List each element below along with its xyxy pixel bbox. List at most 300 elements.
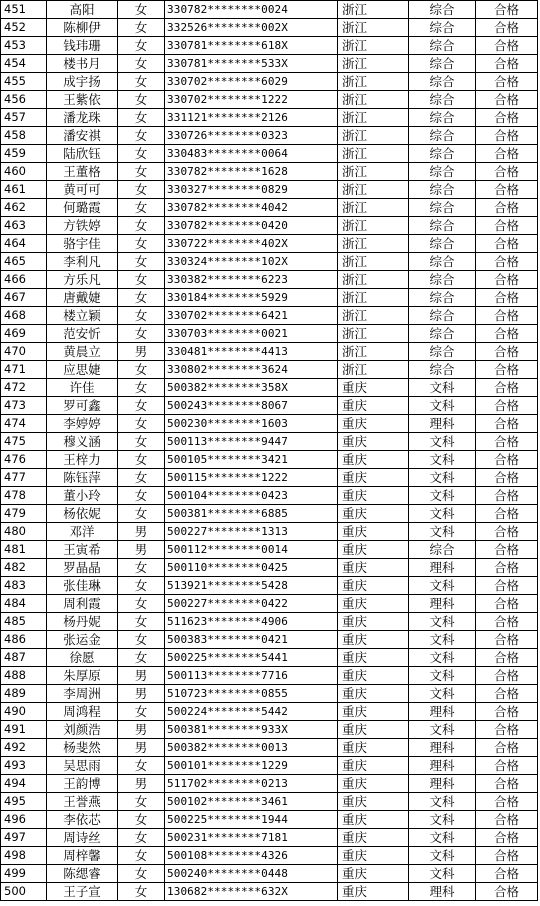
subject-category-cell: 文科 bbox=[409, 433, 476, 451]
table-row bbox=[1, 703, 538, 721]
subject-category-cell: 文科 bbox=[409, 379, 476, 397]
region-cell: 浙江 bbox=[338, 325, 409, 343]
id-number-cell: 330184********5929 bbox=[165, 289, 338, 307]
region-cell: 浙江 bbox=[338, 73, 409, 91]
row-number-cell: 488 bbox=[1, 667, 47, 685]
student-name-cell: 邓洋 bbox=[47, 523, 118, 541]
gender-cell: 男 bbox=[118, 667, 165, 685]
row-number-cell: 497 bbox=[1, 829, 47, 847]
result-cell: 合格 bbox=[476, 451, 538, 469]
result-cell: 合格 bbox=[476, 199, 538, 217]
gender-cell: 男 bbox=[118, 739, 165, 757]
gender-cell: 女 bbox=[118, 415, 165, 433]
gender-cell: 女 bbox=[118, 361, 165, 379]
subject-category-cell: 综合 bbox=[409, 289, 476, 307]
result-cell: 合格 bbox=[476, 217, 538, 235]
id-number-cell: 500108********4326 bbox=[165, 847, 338, 865]
subject-category-cell: 综合 bbox=[409, 343, 476, 361]
gender-cell: 女 bbox=[118, 595, 165, 613]
id-number-cell: 510723********0855 bbox=[165, 685, 338, 703]
subject-category-cell: 综合 bbox=[409, 217, 476, 235]
gender-cell: 男 bbox=[118, 775, 165, 793]
gender-cell: 女 bbox=[118, 487, 165, 505]
id-number-cell: 500102********3461 bbox=[165, 793, 338, 811]
table-row bbox=[1, 145, 538, 163]
gender-cell: 男 bbox=[118, 541, 165, 559]
gender-cell: 女 bbox=[118, 577, 165, 595]
student-name-cell: 李周洲 bbox=[47, 685, 118, 703]
row-number-cell: 460 bbox=[1, 163, 47, 181]
id-number-cell: 500381********6885 bbox=[165, 505, 338, 523]
student-name-cell: 钱玮珊 bbox=[47, 37, 118, 55]
row-number-cell: 476 bbox=[1, 451, 47, 469]
student-name-cell: 张佳琳 bbox=[47, 577, 118, 595]
student-name-cell: 方乐凡 bbox=[47, 271, 118, 289]
table-row bbox=[1, 307, 538, 325]
table-row bbox=[1, 631, 538, 649]
row-number-cell: 465 bbox=[1, 253, 47, 271]
row-number-cell: 469 bbox=[1, 325, 47, 343]
student-name-cell: 陈柳伊 bbox=[47, 19, 118, 37]
region-cell: 浙江 bbox=[338, 19, 409, 37]
gender-cell: 女 bbox=[118, 91, 165, 109]
gender-cell: 女 bbox=[118, 73, 165, 91]
row-number-cell: 494 bbox=[1, 775, 47, 793]
region-cell: 浙江 bbox=[338, 181, 409, 199]
subject-category-cell: 文科 bbox=[409, 865, 476, 883]
gender-cell: 女 bbox=[118, 865, 165, 883]
gender-cell: 女 bbox=[118, 109, 165, 127]
id-number-cell: 330481********4413 bbox=[165, 343, 338, 361]
row-number-cell: 458 bbox=[1, 127, 47, 145]
subject-category-cell: 文科 bbox=[409, 829, 476, 847]
student-name-cell: 范安忻 bbox=[47, 325, 118, 343]
student-name-cell: 陈钰萍 bbox=[47, 469, 118, 487]
region-cell: 浙江 bbox=[338, 91, 409, 109]
result-cell: 合格 bbox=[476, 19, 538, 37]
region-cell: 浙江 bbox=[338, 145, 409, 163]
subject-category-cell: 文科 bbox=[409, 721, 476, 739]
row-number-cell: 466 bbox=[1, 271, 47, 289]
region-cell: 浙江 bbox=[338, 343, 409, 361]
result-cell: 合格 bbox=[476, 307, 538, 325]
table-row bbox=[1, 505, 538, 523]
row-number-cell: 451 bbox=[1, 1, 47, 19]
row-number-cell: 456 bbox=[1, 91, 47, 109]
region-cell: 重庆 bbox=[338, 379, 409, 397]
id-number-cell: 500240********0448 bbox=[165, 865, 338, 883]
result-cell: 合格 bbox=[476, 289, 538, 307]
table-row bbox=[1, 451, 538, 469]
student-name-cell: 李利凡 bbox=[47, 253, 118, 271]
table-row bbox=[1, 397, 538, 415]
gender-cell: 女 bbox=[118, 145, 165, 163]
id-number-cell: 500104********0423 bbox=[165, 487, 338, 505]
subject-category-cell: 文科 bbox=[409, 685, 476, 703]
subject-category-cell: 文科 bbox=[409, 505, 476, 523]
student-name-cell: 楼书月 bbox=[47, 55, 118, 73]
subject-category-cell: 综合 bbox=[409, 541, 476, 559]
table-row bbox=[1, 847, 538, 865]
region-cell: 浙江 bbox=[338, 217, 409, 235]
result-cell: 合格 bbox=[476, 163, 538, 181]
student-name-cell: 何璐霞 bbox=[47, 199, 118, 217]
subject-category-cell: 综合 bbox=[409, 127, 476, 145]
row-number-cell: 480 bbox=[1, 523, 47, 541]
result-cell: 合格 bbox=[476, 271, 538, 289]
table-row bbox=[1, 19, 538, 37]
subject-category-cell: 综合 bbox=[409, 91, 476, 109]
student-name-cell: 徐愿 bbox=[47, 649, 118, 667]
subject-category-cell: 文科 bbox=[409, 811, 476, 829]
gender-cell: 女 bbox=[118, 433, 165, 451]
subject-category-cell: 综合 bbox=[409, 145, 476, 163]
gender-cell: 女 bbox=[118, 289, 165, 307]
result-cell: 合格 bbox=[476, 181, 538, 199]
id-number-cell: 332526********002X bbox=[165, 19, 338, 37]
subject-category-cell: 理科 bbox=[409, 595, 476, 613]
gender-cell: 男 bbox=[118, 523, 165, 541]
gender-cell: 女 bbox=[118, 307, 165, 325]
student-name-cell: 杨丹妮 bbox=[47, 613, 118, 631]
id-number-cell: 330802********3624 bbox=[165, 361, 338, 379]
row-number-cell: 483 bbox=[1, 577, 47, 595]
subject-category-cell: 文科 bbox=[409, 577, 476, 595]
student-name-cell: 成宇扬 bbox=[47, 73, 118, 91]
region-cell: 重庆 bbox=[338, 397, 409, 415]
id-number-cell: 500225********5441 bbox=[165, 649, 338, 667]
student-name-cell: 周梓馨 bbox=[47, 847, 118, 865]
subject-category-cell: 文科 bbox=[409, 847, 476, 865]
result-cell: 合格 bbox=[476, 325, 538, 343]
subject-category-cell: 理科 bbox=[409, 775, 476, 793]
id-number-cell: 500224********5442 bbox=[165, 703, 338, 721]
region-cell: 重庆 bbox=[338, 559, 409, 577]
id-number-cell: 330781********618X bbox=[165, 37, 338, 55]
subject-category-cell: 文科 bbox=[409, 667, 476, 685]
result-cell: 合格 bbox=[476, 253, 538, 271]
result-cell: 合格 bbox=[476, 37, 538, 55]
student-name-cell: 李婷婷 bbox=[47, 415, 118, 433]
region-cell: 浙江 bbox=[338, 109, 409, 127]
row-number-cell: 484 bbox=[1, 595, 47, 613]
region-cell: 重庆 bbox=[338, 469, 409, 487]
id-number-cell: 513921********5428 bbox=[165, 577, 338, 595]
subject-category-cell: 文科 bbox=[409, 631, 476, 649]
row-number-cell: 486 bbox=[1, 631, 47, 649]
table-row bbox=[1, 721, 538, 739]
table-row bbox=[1, 253, 538, 271]
region-cell: 重庆 bbox=[338, 505, 409, 523]
table-row bbox=[1, 181, 538, 199]
row-number-cell: 459 bbox=[1, 145, 47, 163]
table-row bbox=[1, 865, 538, 883]
result-cell: 合格 bbox=[476, 811, 538, 829]
table-row bbox=[1, 469, 538, 487]
student-name-cell: 杨依妮 bbox=[47, 505, 118, 523]
row-number-cell: 492 bbox=[1, 739, 47, 757]
region-cell: 重庆 bbox=[338, 631, 409, 649]
table-row bbox=[1, 109, 538, 127]
table-row bbox=[1, 55, 538, 73]
row-number-cell: 491 bbox=[1, 721, 47, 739]
result-cell: 合格 bbox=[476, 109, 538, 127]
table-row bbox=[1, 37, 538, 55]
id-number-cell: 500113********7716 bbox=[165, 667, 338, 685]
subject-category-cell: 综合 bbox=[409, 109, 476, 127]
subject-category-cell: 理科 bbox=[409, 703, 476, 721]
gender-cell: 女 bbox=[118, 127, 165, 145]
gender-cell: 女 bbox=[118, 451, 165, 469]
region-cell: 重庆 bbox=[338, 685, 409, 703]
student-name-cell: 周诗丝 bbox=[47, 829, 118, 847]
region-cell: 浙江 bbox=[338, 271, 409, 289]
table-row bbox=[1, 829, 538, 847]
row-number-cell: 471 bbox=[1, 361, 47, 379]
id-number-cell: 500382********0013 bbox=[165, 739, 338, 757]
gender-cell: 女 bbox=[118, 379, 165, 397]
region-cell: 重庆 bbox=[338, 577, 409, 595]
row-number-cell: 453 bbox=[1, 37, 47, 55]
row-number-cell: 490 bbox=[1, 703, 47, 721]
student-name-cell: 刘颜浩 bbox=[47, 721, 118, 739]
region-cell: 重庆 bbox=[338, 775, 409, 793]
table-row bbox=[1, 595, 538, 613]
subject-category-cell: 综合 bbox=[409, 37, 476, 55]
gender-cell: 女 bbox=[118, 505, 165, 523]
gender-cell: 女 bbox=[118, 55, 165, 73]
region-cell: 重庆 bbox=[338, 829, 409, 847]
result-cell: 合格 bbox=[476, 379, 538, 397]
region-cell: 重庆 bbox=[338, 415, 409, 433]
table-row bbox=[1, 91, 538, 109]
gender-cell: 男 bbox=[118, 685, 165, 703]
student-name-cell: 罗可鑫 bbox=[47, 397, 118, 415]
subject-category-cell: 理科 bbox=[409, 883, 476, 901]
region-cell: 重庆 bbox=[338, 613, 409, 631]
id-number-cell: 500115********1222 bbox=[165, 469, 338, 487]
student-name-cell: 吴思雨 bbox=[47, 757, 118, 775]
result-cell: 合格 bbox=[476, 235, 538, 253]
row-number-cell: 474 bbox=[1, 415, 47, 433]
id-number-cell: 330324********102X bbox=[165, 253, 338, 271]
id-number-cell: 500381********933X bbox=[165, 721, 338, 739]
table-row bbox=[1, 433, 538, 451]
id-number-cell: 500230********1603 bbox=[165, 415, 338, 433]
row-number-cell: 477 bbox=[1, 469, 47, 487]
region-cell: 浙江 bbox=[338, 307, 409, 325]
gender-cell: 女 bbox=[118, 217, 165, 235]
gender-cell: 女 bbox=[118, 559, 165, 577]
id-number-cell: 330702********6421 bbox=[165, 307, 338, 325]
gender-cell: 女 bbox=[118, 271, 165, 289]
subject-category-cell: 文科 bbox=[409, 523, 476, 541]
result-cell: 合格 bbox=[476, 829, 538, 847]
row-number-cell: 498 bbox=[1, 847, 47, 865]
id-number-cell: 330782********4042 bbox=[165, 199, 338, 217]
student-name-cell: 应思婕 bbox=[47, 361, 118, 379]
gender-cell: 男 bbox=[118, 343, 165, 361]
region-cell: 重庆 bbox=[338, 811, 409, 829]
table-row bbox=[1, 775, 538, 793]
result-cell: 合格 bbox=[476, 469, 538, 487]
region-cell: 浙江 bbox=[338, 163, 409, 181]
id-number-cell: 500243********8067 bbox=[165, 397, 338, 415]
region-cell: 重庆 bbox=[338, 883, 409, 901]
result-cell: 合格 bbox=[476, 541, 538, 559]
student-name-cell: 朱厚原 bbox=[47, 667, 118, 685]
region-cell: 重庆 bbox=[338, 541, 409, 559]
student-name-cell: 王子宣 bbox=[47, 883, 118, 901]
table-row bbox=[1, 667, 538, 685]
subject-category-cell: 文科 bbox=[409, 451, 476, 469]
row-number-cell: 470 bbox=[1, 343, 47, 361]
result-cell: 合格 bbox=[476, 343, 538, 361]
gender-cell: 女 bbox=[118, 757, 165, 775]
result-cell: 合格 bbox=[476, 433, 538, 451]
table-row bbox=[1, 289, 538, 307]
student-name-cell: 王韵博 bbox=[47, 775, 118, 793]
id-number-cell: 500105********3421 bbox=[165, 451, 338, 469]
gender-cell: 女 bbox=[118, 631, 165, 649]
row-number-cell: 500 bbox=[1, 883, 47, 901]
result-cell: 合格 bbox=[476, 865, 538, 883]
student-name-cell: 潘龙珠 bbox=[47, 109, 118, 127]
result-cell: 合格 bbox=[476, 703, 538, 721]
row-number-cell: 467 bbox=[1, 289, 47, 307]
id-number-cell: 500231********7181 bbox=[165, 829, 338, 847]
subject-category-cell: 文科 bbox=[409, 613, 476, 631]
id-number-cell: 500113********9447 bbox=[165, 433, 338, 451]
row-number-cell: 461 bbox=[1, 181, 47, 199]
region-cell: 浙江 bbox=[338, 253, 409, 271]
subject-category-cell: 综合 bbox=[409, 199, 476, 217]
id-number-cell: 331121********2126 bbox=[165, 109, 338, 127]
region-cell: 浙江 bbox=[338, 289, 409, 307]
row-number-cell: 454 bbox=[1, 55, 47, 73]
student-name-cell: 周利霞 bbox=[47, 595, 118, 613]
result-cell: 合格 bbox=[476, 1, 538, 19]
student-name-cell: 许佳 bbox=[47, 379, 118, 397]
result-cell: 合格 bbox=[476, 415, 538, 433]
region-cell: 重庆 bbox=[338, 433, 409, 451]
table-row bbox=[1, 757, 538, 775]
subject-category-cell: 综合 bbox=[409, 181, 476, 199]
gender-cell: 男 bbox=[118, 721, 165, 739]
student-name-cell: 王董格 bbox=[47, 163, 118, 181]
region-cell: 重庆 bbox=[338, 649, 409, 667]
student-name-cell: 李依芯 bbox=[47, 811, 118, 829]
result-cell: 合格 bbox=[476, 73, 538, 91]
gender-cell: 女 bbox=[118, 1, 165, 19]
table-row bbox=[1, 271, 538, 289]
result-cell: 合格 bbox=[476, 613, 538, 631]
id-number-cell: 330782********0024 bbox=[165, 1, 338, 19]
table-row bbox=[1, 73, 538, 91]
subject-category-cell: 综合 bbox=[409, 325, 476, 343]
row-number-cell: 468 bbox=[1, 307, 47, 325]
gender-cell: 女 bbox=[118, 703, 165, 721]
id-number-cell: 330382********6223 bbox=[165, 271, 338, 289]
region-cell: 重庆 bbox=[338, 721, 409, 739]
result-cell: 合格 bbox=[476, 577, 538, 595]
table-row bbox=[1, 523, 538, 541]
row-number-cell: 475 bbox=[1, 433, 47, 451]
row-number-cell: 479 bbox=[1, 505, 47, 523]
result-cell: 合格 bbox=[476, 127, 538, 145]
gender-cell: 女 bbox=[118, 37, 165, 55]
region-cell: 重庆 bbox=[338, 793, 409, 811]
region-cell: 重庆 bbox=[338, 487, 409, 505]
subject-category-cell: 文科 bbox=[409, 649, 476, 667]
result-cell: 合格 bbox=[476, 685, 538, 703]
row-number-cell: 485 bbox=[1, 613, 47, 631]
subject-category-cell: 综合 bbox=[409, 1, 476, 19]
region-cell: 浙江 bbox=[338, 55, 409, 73]
gender-cell: 女 bbox=[118, 199, 165, 217]
row-number-cell: 496 bbox=[1, 811, 47, 829]
student-name-cell: 董小玲 bbox=[47, 487, 118, 505]
region-cell: 重庆 bbox=[338, 865, 409, 883]
id-number-cell: 330782********1628 bbox=[165, 163, 338, 181]
id-number-cell: 500382********358X bbox=[165, 379, 338, 397]
region-cell: 重庆 bbox=[338, 523, 409, 541]
table-row bbox=[1, 811, 538, 829]
row-number-cell: 495 bbox=[1, 793, 47, 811]
gender-cell: 女 bbox=[118, 847, 165, 865]
student-name-cell: 周鸿程 bbox=[47, 703, 118, 721]
table-row bbox=[1, 1, 538, 19]
result-cell: 合格 bbox=[476, 595, 538, 613]
student-name-cell: 骆宇佳 bbox=[47, 235, 118, 253]
row-number-cell: 455 bbox=[1, 73, 47, 91]
id-number-cell: 330702********1222 bbox=[165, 91, 338, 109]
id-number-cell: 330722********402X bbox=[165, 235, 338, 253]
subject-category-cell: 文科 bbox=[409, 397, 476, 415]
gender-cell: 女 bbox=[118, 811, 165, 829]
student-name-cell: 黄可可 bbox=[47, 181, 118, 199]
result-cell: 合格 bbox=[476, 55, 538, 73]
id-number-cell: 500112********0014 bbox=[165, 541, 338, 559]
table-row bbox=[1, 325, 538, 343]
gender-cell: 女 bbox=[118, 613, 165, 631]
region-cell: 重庆 bbox=[338, 739, 409, 757]
result-cell: 合格 bbox=[476, 505, 538, 523]
region-cell: 重庆 bbox=[338, 667, 409, 685]
subject-category-cell: 综合 bbox=[409, 163, 476, 181]
region-cell: 浙江 bbox=[338, 1, 409, 19]
student-name-cell: 潘安祺 bbox=[47, 127, 118, 145]
student-name-cell: 陈缌睿 bbox=[47, 865, 118, 883]
row-number-cell: 464 bbox=[1, 235, 47, 253]
region-cell: 浙江 bbox=[338, 199, 409, 217]
gender-cell: 女 bbox=[118, 325, 165, 343]
region-cell: 浙江 bbox=[338, 127, 409, 145]
table-row bbox=[1, 127, 538, 145]
student-name-cell: 高阳 bbox=[47, 1, 118, 19]
student-name-cell: 罗晶晶 bbox=[47, 559, 118, 577]
row-number-cell: 462 bbox=[1, 199, 47, 217]
table-row bbox=[1, 793, 538, 811]
id-number-cell: 330782********0420 bbox=[165, 217, 338, 235]
gender-cell: 女 bbox=[118, 883, 165, 901]
id-number-cell: 130682********632X bbox=[165, 883, 338, 901]
subject-category-cell: 综合 bbox=[409, 253, 476, 271]
subject-category-cell: 综合 bbox=[409, 235, 476, 253]
table-row bbox=[1, 343, 538, 361]
subject-category-cell: 理科 bbox=[409, 415, 476, 433]
row-number-cell: 481 bbox=[1, 541, 47, 559]
